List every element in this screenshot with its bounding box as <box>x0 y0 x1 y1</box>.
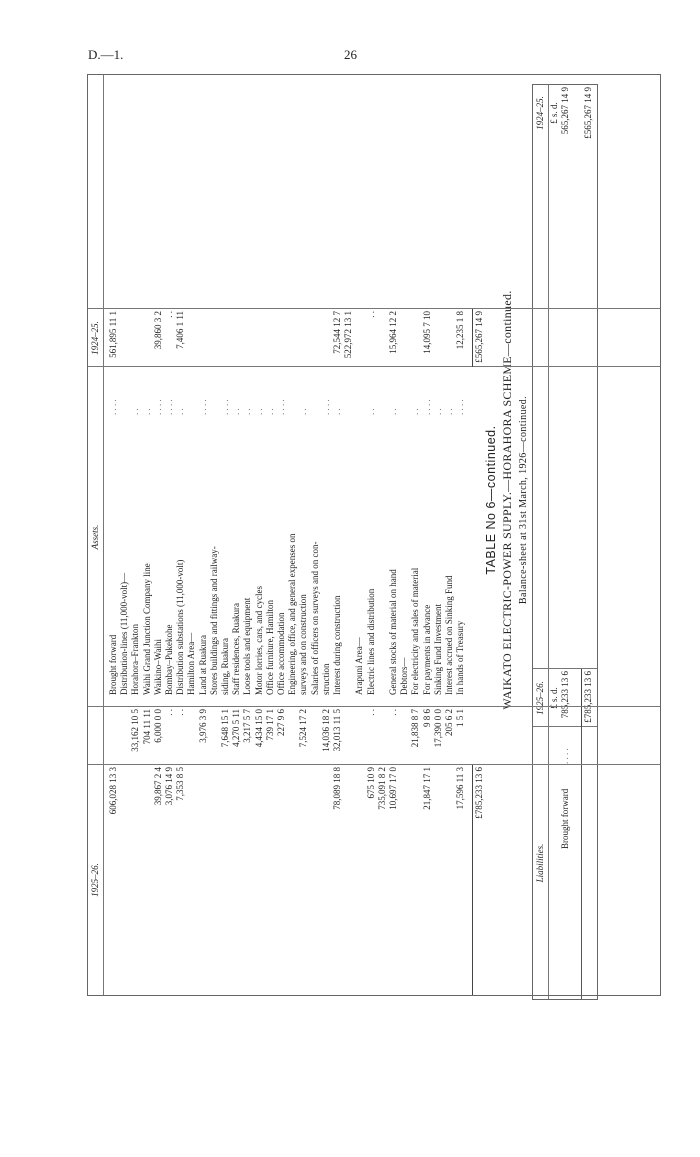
asset-row-label: Bombay–Pukekohe <box>164 624 174 695</box>
asset-row-label: For payments in advance <box>421 604 432 695</box>
asset-row-label: Stores buildings and fittings and railway- <box>208 546 219 695</box>
asset-row-dots: . . <box>130 408 141 415</box>
asset-row-1925-26-detail: 21,838 8 7 <box>410 709 421 748</box>
asset-row-dots: . . . . <box>455 399 466 415</box>
balance-sheet-subtitle: Balance-sheet at 31st March, 1926—continued. <box>518 395 529 605</box>
asset-row-label: In hands of Treasury <box>455 620 466 695</box>
asset-row-1925-26-total: 21,847 17 1 <box>421 767 432 810</box>
asset-row-1925-26-total: 39,867 2 4 <box>152 767 163 806</box>
liab-col-1925-26: 1925–26. <box>535 681 545 715</box>
asset-row-1925-26-detail: 7,648 15 1 <box>220 709 230 748</box>
asset-row-label: Brought forward <box>108 634 118 695</box>
asset-row-label: Distribution-lines (11,000-volt)— <box>119 572 130 695</box>
asset-row-label: Motor lorries, cars, and cycles <box>253 586 264 695</box>
asset-row-1925-26-detail: . . <box>388 709 398 716</box>
asset-row-dots: . . <box>444 408 454 415</box>
asset-row-1925-26-detail: 7,524 17 2 <box>298 709 309 748</box>
liab-col-1924-25: 1924–25. <box>535 96 545 130</box>
asset-row-label: struction <box>320 663 331 695</box>
asset-row-dots: . . . . <box>197 399 208 415</box>
asset-row-label: Loose tools and equipment <box>242 597 253 695</box>
asset-row-1925-26-detail: 1 5 1 <box>455 709 466 727</box>
liabilities-header: Liabilities. <box>535 843 545 883</box>
asset-row-1925-26-detail: 4,270 5 11 <box>231 709 242 747</box>
asset-row-1925-26-detail: 4,434 15 0 <box>253 709 264 748</box>
asset-row-label: General stocks of material on hand <box>388 569 398 695</box>
liab-dots: . . . . <box>560 748 570 764</box>
assets-header: Assets. <box>90 524 100 550</box>
asset-row-1924-25-total: 72,544 12 7 <box>332 311 342 354</box>
asset-row-dots: . . <box>332 408 342 415</box>
asset-row-1925-26-total: 606,028 13 3 <box>108 767 118 815</box>
asset-row-dots: . . <box>264 408 275 415</box>
asset-row-dots: . . <box>410 408 421 415</box>
asset-row-1924-25-total: 39,860 3 2 <box>152 311 163 350</box>
asset-row-label: Staff residences, Ruakura <box>231 602 242 695</box>
liab-lsd-1925-26: £ s. d. <box>549 687 559 709</box>
asset-row-dots: . . . . <box>152 399 163 415</box>
asset-row-label: Office accommodation <box>276 612 286 695</box>
asset-row-1925-26-detail: 3,217 5 7 <box>242 709 253 743</box>
asset-row-label: Debtors— <box>399 657 410 695</box>
page-number: 26 <box>344 47 357 62</box>
asset-row-label: Interest accrued on Sinking Fund <box>444 575 454 695</box>
asset-row-1925-26-detail: 17,390 0 0 <box>432 709 443 748</box>
asset-row-label: For electricity and sales of material <box>410 567 421 695</box>
asset-row-label: Land at Ruakura <box>197 635 208 695</box>
asset-row-dots: . . <box>175 408 186 415</box>
assets-total-1924-25: £565,267 14 9 <box>474 311 485 363</box>
asset-row-1925-26-detail: 32,013 11 5 <box>332 709 342 752</box>
liab-total-1924-25: £565,267 14 9 <box>583 87 593 139</box>
asset-row-1925-26-detail: 739 17 1 <box>264 709 275 741</box>
asset-row-1925-26-total: 735,091 8 2 <box>376 767 387 810</box>
asset-row-1924-25-total: 7,406 1 11 <box>175 311 186 349</box>
asset-row-1925-26-detail: 3,976 3 9 <box>197 709 208 743</box>
asset-row-1925-26-detail: 205 6 2 <box>444 709 454 736</box>
asset-row-dots: . . <box>388 408 398 415</box>
asset-row-dots: . . <box>141 408 152 415</box>
asset-row-1924-25-total: 12,235 1 8 <box>455 311 466 350</box>
asset-row-dots: . . . . <box>220 399 230 415</box>
asset-row-1925-26-total: 17,596 11 3 <box>455 767 466 810</box>
asset-row-label: Electric lines and distribution <box>365 588 376 695</box>
asset-row-1925-26-detail: 33,162 10 5 <box>130 709 141 752</box>
asset-row-label: surveys and on construction <box>298 594 309 695</box>
asset-row-1924-25-total: . . <box>164 311 174 318</box>
asset-row-1925-26-total: 7,353 8 5 <box>175 767 186 801</box>
asset-row-dots: . . <box>231 408 242 415</box>
asset-row-dots: . . . . <box>164 399 174 415</box>
scheme-title: WAIKATO ELECTRIC-POWER SUPPLY.—HORAHORA SCHEME—continued. <box>500 290 514 710</box>
liab-value-1925-26: 785,233 13 6 <box>560 671 570 719</box>
asset-row-1925-26-total: 3,076 14 9 <box>164 767 174 806</box>
assets-col-1924-25: 1924–25. <box>90 321 100 355</box>
asset-row-1925-26-detail: 704 11 11 <box>141 709 152 745</box>
asset-row-1925-26-total: 78,089 18 8 <box>332 767 342 810</box>
asset-row-1925-26-total: 675 10 9 <box>365 767 376 799</box>
asset-row-label: Horahora–Frankton <box>130 624 141 695</box>
asset-row-dots: . . <box>298 408 309 415</box>
asset-row-1924-25-total: 522,972 13 1 <box>343 311 354 359</box>
asset-row-dots: . . <box>242 408 253 415</box>
asset-row-1924-25-total: 14,095 7 10 <box>421 311 432 354</box>
asset-row-dots: . . . . <box>320 399 331 415</box>
asset-row-1925-26-total: 10,697 17 0 <box>388 767 398 810</box>
assets-table <box>87 74 661 996</box>
asset-row-label: Distribution substations (11,000-volt) <box>175 559 186 695</box>
asset-row-dots: . . . . <box>421 399 432 415</box>
asset-row-label: Interest during construction <box>332 595 342 695</box>
liab-brought-forward: Brought forward <box>560 788 570 849</box>
asset-row-label: Office furniture, Hamilton <box>264 599 275 695</box>
liab-lsd-1924-25: £ s. d. <box>549 102 559 124</box>
asset-row-1925-26-detail: . . <box>365 709 376 716</box>
asset-row-dots: . . . . <box>276 399 286 415</box>
asset-row-label: Sinking Fund Investment <box>432 603 443 695</box>
liab-value-1924-25: 565,267 14 9 <box>560 87 570 135</box>
liab-total-1925-26: £785,233 13 6 <box>583 671 593 723</box>
assets-col-1925-26: 1925–26. <box>90 863 100 897</box>
asset-row-dots: . . . . <box>108 399 118 415</box>
asset-row-1924-25-total: 15,964 12 2 <box>388 311 398 354</box>
asset-row-1925-26-detail: 9 8 6 <box>421 709 432 727</box>
asset-row-label: Salaries of officers on surveys and on con- <box>309 541 320 695</box>
asset-row-dots: . . <box>253 408 264 415</box>
assets-total-1925-26: £785,233 13 6 <box>474 767 485 819</box>
asset-row-label: Arapuni Area— <box>354 637 365 695</box>
table-title: TABLE No 6—continued. <box>484 425 498 575</box>
asset-row-1925-26-detail: . . <box>164 709 174 716</box>
asset-row-label: Engineering, office, and general expenses on <box>287 533 298 695</box>
asset-row-1925-26-detail: 6,000 0 0 <box>152 709 163 743</box>
asset-row-label: Waikino–Waihi <box>152 638 163 695</box>
asset-row-dots: . . <box>432 408 443 415</box>
asset-row-label: Waihi Grand Junction Company line <box>141 563 152 695</box>
asset-row-label: Hamilton Area— <box>186 632 197 695</box>
asset-row-1925-26-detail: . . <box>175 709 186 716</box>
asset-row-1925-26-detail: 227 9 6 <box>276 709 286 736</box>
document-code: D.—1. <box>88 47 124 62</box>
asset-row-dots: . . <box>365 408 376 415</box>
asset-row-1924-25-total: 561,895 11 1 <box>108 311 118 358</box>
asset-row-1924-25-total: . . <box>365 311 376 318</box>
asset-row-label: siding, Ruakura <box>220 638 230 695</box>
asset-row-1925-26-detail: 14,036 18 2 <box>320 709 331 752</box>
